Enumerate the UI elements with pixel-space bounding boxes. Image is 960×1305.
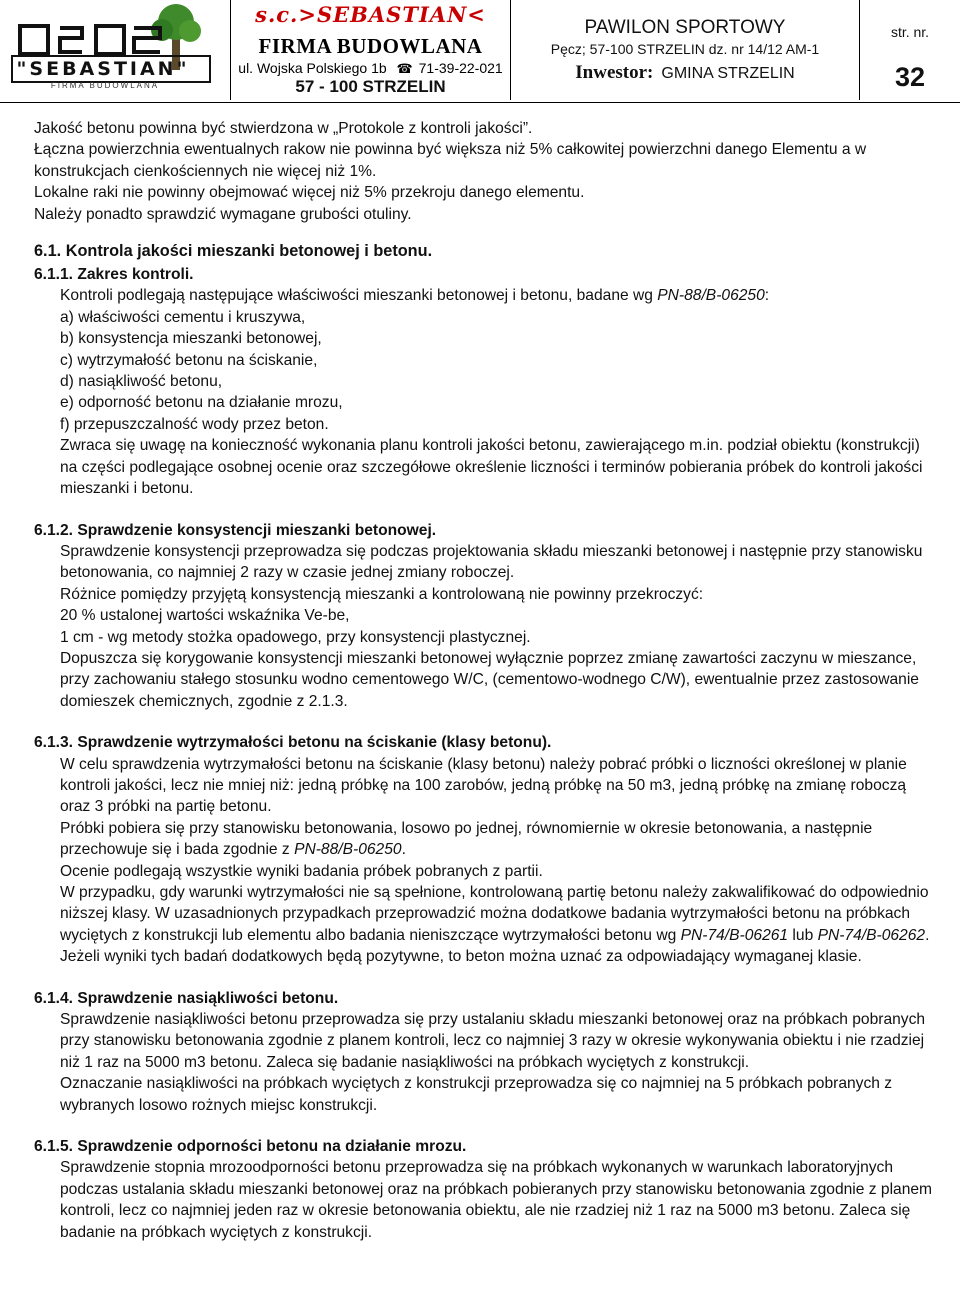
- paragraph: Ocenie podlegają wszystkie wyniki badania próbek pobranych z partii.: [60, 862, 543, 880]
- logo-subtitle: FIRMA BUDOWLANA: [50, 81, 160, 90]
- firm-phone: 71-39-22-021: [418, 60, 503, 76]
- subsection-612-heading: [34, 520, 934, 541]
- subsection-611-number: 6.1.1.: [34, 266, 74, 284]
- page-number: 32: [894, 62, 926, 92]
- spacer: [34, 712, 934, 732]
- norm-reference: PN-74/B-06262: [817, 926, 926, 944]
- paragraph: Sprawdzenie nasiąkliwości betonu przeprowadza się przy ustalaniu składu mieszanki betonowej oraz na próbkach pobranych przy stanowisku betonowania zgodnie z planem kontroli, lecz co najmniej 3 razy w okresie wykonywania obiektu i nie rzadziej niż 1 raz na 5000 m3 betonu. Zaleca się badanie nasiąkliwości na próbkach wyciętych z konstrukcji.: [60, 1011, 926, 1071]
- subsection-612-number: 6.1.2.: [34, 521, 74, 539]
- project-title: PAWILON SPORTOWY: [584, 17, 786, 38]
- document-body: [34, 118, 934, 1243]
- subsection-611-body: [34, 285, 934, 499]
- subsection-611-closing: Zwraca się uwagę na konieczność wykonania planu kontroli jakości betonu, zawierającego m.in. podział obiektu (konstrukcji) na części podlegające osobnej ocenie oraz szczegółowe określenie liczności i terminów pobierania próbek do kontroli jakości mieszanki i betonu.: [60, 437, 923, 498]
- paragraph: [60, 882, 934, 968]
- norm-reference: PN-74/B-06261: [680, 926, 789, 944]
- intro-text: Kontroli podlegają następujące właściwości mieszanki betonowej i betonu, badane wg: [60, 287, 658, 305]
- subsection-614-heading: [34, 988, 934, 1009]
- list-item: d) nasiąkliwość betonu,: [60, 373, 223, 391]
- tree-crown-right: [179, 20, 201, 42]
- telephone-icon: ☎: [396, 61, 413, 76]
- list-item: e) odporność betonu na działanie mrozu,: [60, 394, 343, 412]
- paragraph: Różnice pomiędzy przyjętą konsystencją mieszanki a kontrolowaną nie powinny przekroczyć:: [60, 585, 704, 603]
- firm-brand: s.c.>SEBASTIAN<: [255, 2, 486, 27]
- firm-city: 57 - 100 STRZELIN: [295, 77, 446, 96]
- text: Próbki pobiera się przy stanowisku betonowania, losowo po jednej, równomiernie w okresie betonowania, a następnie przechowuje się i bada zgodnie z: [60, 819, 873, 859]
- section-heading: [34, 239, 934, 264]
- subsection-613-title: Sprawdzenie wytrzymałości betonu na ściskanie (klasy betonu).: [77, 734, 552, 752]
- project-info: [511, 0, 860, 100]
- logo-name: "SEBASTIAN": [16, 58, 190, 80]
- intro-paragraph-3: Lokalne raki nie powinny obejmować więcej niż 5% przekroju danego elementu.: [34, 184, 585, 202]
- list-item: b) konsystencja mieszanki betonowej,: [60, 330, 322, 348]
- investor-line: [511, 62, 859, 84]
- firm-address-line: [231, 60, 510, 77]
- subsection-615-title: Sprawdzenie odporności betonu na działanie mrozu.: [77, 1138, 467, 1156]
- subsection-613-heading: [34, 732, 934, 753]
- page-number-box: [860, 0, 960, 100]
- paragraph: Dopuszcza się korygowanie konsystencji mieszanki betonowej wyłącznie poprzez zmianę zawartości zaczynu w mieszance, przy zachowaniu stałego stosunku wodno cementowego W/C, (cementowo-wodnego C/W), ewentualnie przez zastosowanie domieszek chemicznych, zgodnie z 2.1.3.: [60, 649, 919, 710]
- subsection-615-number: 6.1.5.: [34, 1138, 74, 1156]
- paragraph: W celu sprawdzenia wytrzymałości betonu na ściskanie (klasy betonu) należy pobrać próbki o liczności określonej w planie kontroli jakości, lecz nie mniej niż: jedną próbkę na 100 zarobów, jedną próbkę na 50 m3, jedną próbkę na zmianę roboczą oraz 3 próbki na partię betonu.: [60, 755, 907, 816]
- section-number: 6.1.: [34, 242, 62, 261]
- subsection-612-title: Sprawdzenie konsystencji mieszanki betonowej.: [77, 521, 437, 539]
- norm-reference: PN-88/B-06250: [294, 841, 402, 859]
- subsection-614-title: Sprawdzenie nasiąkliwości betonu.: [77, 989, 339, 1007]
- intro-paragraph-1: Jakość betonu powinna być stwierdzona w „Protokole z kontroli jakości”.: [34, 120, 533, 137]
- paragraph: [60, 818, 934, 861]
- page-number-label: str. nr.: [890, 24, 930, 40]
- firm-title: FIRMA BUDOWLANA: [258, 34, 483, 58]
- subsection-613-body: [34, 754, 934, 968]
- firm-info: [231, 0, 511, 100]
- subsection-611-intro: [60, 285, 934, 306]
- intro-paragraph-2: Łączna powierzchnia ewentualnych rakow nie powinna być większa niż 5% całkowitej powierzchni danego Elementu a w konstrukcjach cienkościennych nie więcej niż 1%.: [34, 141, 867, 180]
- norm-reference: PN-88/B-06250: [657, 287, 765, 305]
- subsection-615-body: [34, 1157, 934, 1243]
- paragraph: Oznaczanie nasiąkliwości na próbkach wyciętych z konstrukcji przeprowadza się co najmniej na 5 próbkach pobranych z wybranych losowo rożnych miejsc konstrukcji.: [60, 1075, 893, 1114]
- text: .: [401, 841, 406, 859]
- paragraph: 20 % ustalonej wartości wskaźnika Ve-be,: [60, 607, 350, 625]
- list-item: a) właściwości cementu i kruszywa,: [60, 308, 306, 326]
- company-logo: [0, 0, 231, 100]
- intro-paragraph-4: Należy ponadto sprawdzić wymagane grubości otuliny.: [34, 205, 412, 223]
- investor-label: Inwestor:: [575, 62, 654, 83]
- text: W przypadku, gdy warunki wytrzymałości nie są spełnione, kontrolowaną partię betonu należy zakwalifikować do odpowiednio niższej klasy. W uzasadnionych przypadkach przeprowadzić można dodatkowe badania wytrzymałości betonu na próbkach wyciętych z konstrukcji lub elementu albo badania nieniszczące wytrzymałości betonu wg: [60, 884, 929, 944]
- subsection-611-title: Zakres kontroli.: [77, 266, 194, 284]
- list-item: f) przepuszczalność wody przez beton.: [60, 415, 329, 433]
- subsection-613-number: 6.1.3.: [34, 734, 74, 752]
- subsection-611-heading: [34, 264, 934, 285]
- subsection-612-body: [34, 541, 934, 712]
- subsection-615-heading: [34, 1136, 934, 1157]
- section-title: Kontrola jakości mieszanki betonowej i betonu.: [65, 242, 433, 261]
- text: lub: [788, 926, 818, 944]
- investor-name: GMINA STRZELIN: [661, 65, 795, 82]
- text: . Jeżeli wyniki tych badań dodatkowych będą pozytywne, to beton można uznać za odpowiadający wymaganej klasie.: [60, 926, 930, 966]
- subsection-614-number: 6.1.4.: [34, 989, 74, 1007]
- page-header: [0, 0, 960, 103]
- spacer: [34, 1116, 934, 1136]
- spacer: [34, 500, 934, 520]
- paragraph: 1 cm - wg metody stożka opadowego, przy konsystencji plastycznej.: [60, 628, 531, 646]
- spacer: [34, 968, 934, 988]
- subsection-614-body: [34, 1009, 934, 1116]
- project-location: Pęcz; 57-100 STRZELIN dz. nr 14/12 AM-1: [550, 41, 820, 57]
- firm-address: ul. Wojska Polskiego 1b: [238, 60, 387, 76]
- list-item: c) wytrzymałość betonu na ściskanie,: [60, 351, 318, 369]
- paragraph: Sprawdzenie konsystencji przeprowadza się podczas projektowania składu mieszanki betonowej i następnie przy stanowisku betonowania, co najmniej 2 razy w czasie jednej zmiany roboczej.: [60, 542, 923, 582]
- logo-letters: [20, 26, 160, 54]
- paragraph: Sprawdzenie stopnia mrozoodporności betonu przeprowadza się na próbkach wykonanych w warunkach laboratoryjnych podczas ustalania składu mieszanki betonowej oraz na próbkach pobieranych przy stanowisku betonowania zgodnie z planem kontroli, lecz co najmniej jeden raz w okresie betonowania obiektu, ale nie rzadziej niż 1 raz na 5000 m3 betonu. Zaleca się badanie na próbkach wyciętych z konstrukcji.: [60, 1159, 933, 1241]
- intro-end: :: [764, 287, 770, 305]
